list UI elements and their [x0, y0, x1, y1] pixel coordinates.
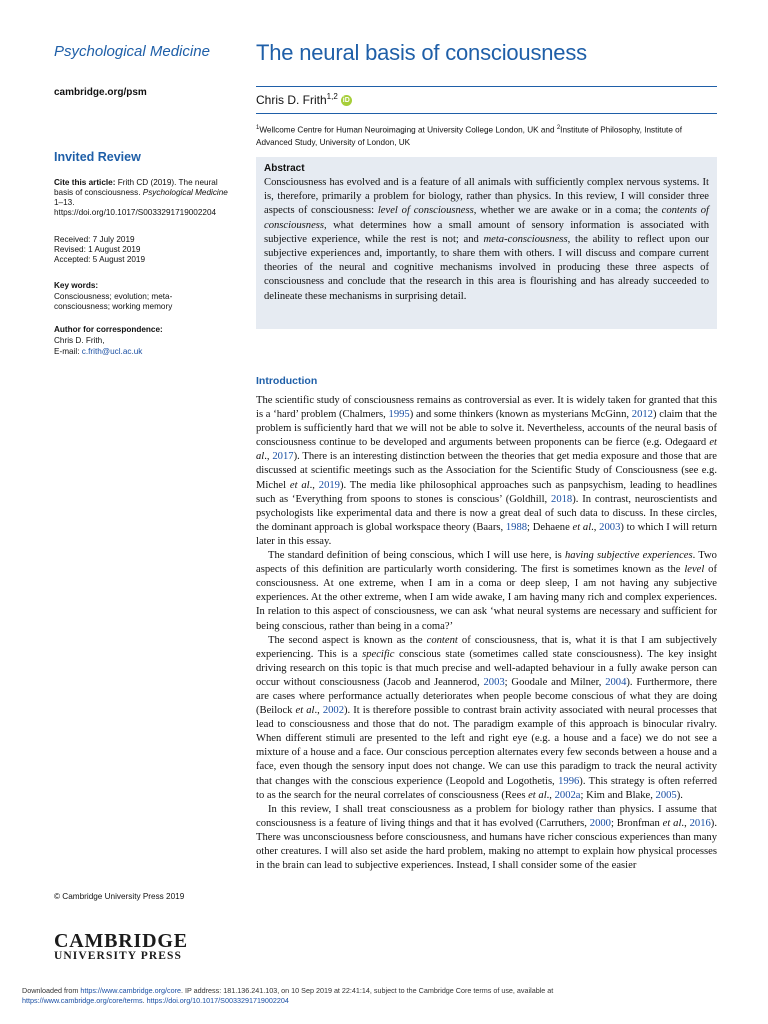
- text-run: ) to which I will return later in this essay.: [256, 521, 717, 547]
- citation-link[interactable]: 2002: [322, 705, 345, 717]
- orcid-icon[interactable]: iD: [342, 97, 350, 105]
- text-run: ; Kim and Blake,: [580, 789, 656, 801]
- citation-link[interactable]: 2005: [655, 789, 677, 801]
- email-label: E-mail:: [54, 347, 82, 356]
- footer-text: .: [142, 996, 147, 1005]
- italic-run: et al: [289, 479, 310, 491]
- affil-sup-1: 1: [256, 125, 260, 131]
- italic-run: having subjective experiences: [564, 550, 693, 562]
- cite-journal: Psychological Medicine: [142, 188, 228, 197]
- text-run: ) and some thinkers (known as mysterians McGinn,: [409, 409, 632, 421]
- copyright: © Cambridge University Press 2019: [54, 892, 185, 901]
- paragraph: [256, 803, 717, 873]
- italic-run: et al: [572, 521, 592, 533]
- footer-link-core[interactable]: https://www.cambridge.org/core: [80, 986, 182, 995]
- cite-pages: 1–13.: [54, 198, 75, 207]
- text-run: ). Furthermore, there are cases where performance actually deteriorates when people become conscious of what they are doing (Beilock: [256, 676, 717, 717]
- citation-link[interactable]: 2018: [551, 493, 573, 505]
- citation-link[interactable]: 1995: [388, 409, 410, 421]
- revised-date: Revised: 1 August 2019: [54, 245, 141, 254]
- affil-text-2: Institute of Philosophy, Institute of Advanced Study, University of London, UK: [256, 125, 682, 147]
- abstract-em: contents of consciousness: [264, 205, 709, 231]
- abstract-part: , the ability to reflect upon our subjective experiences and, importantly, to share them with others. I will discuss and compare current theories of the neural and cognitive mechanisms involved in producing these three aspects of consciousness and conclude that the research in this area is flourishing and has already succeeded to delineate these mechanisms in surprising detail.: [264, 233, 709, 302]
- citation-link[interactable]: 2003: [483, 676, 505, 688]
- text-run: of consciousness. At one extreme, when I am in a coma or deep sleep, I am not having any subjective experiences. At the other extreme, when I am wide awake, I am having many rich and complex experiences. In relation to this aspect of consciousness, we can ask ‘what neural systems are necessary and sufficient for being conscious, rather than being in a coma?’: [256, 564, 717, 632]
- keywords-label-text: Key words:: [54, 281, 99, 290]
- italic-run: et al: [295, 705, 315, 717]
- citation-link[interactable]: 1988: [505, 521, 528, 533]
- keywords: Consciousness; evolution; meta-consciousness; working memory: [54, 292, 173, 311]
- author-name: Chris D. Frith: [256, 93, 327, 107]
- section-heading: Introduction: [256, 375, 318, 387]
- correspondence-name: Chris D. Frith,: [54, 336, 105, 345]
- text-run: . Two aspects of this definition are particularly worth considering. The first is sometimes known as the: [256, 550, 717, 576]
- text-run: ; Goodale and Milner,: [504, 676, 606, 688]
- abstract-box: [256, 157, 717, 329]
- abstract-part: , whether we are awake or in a coma; the: [473, 205, 662, 217]
- citation-link[interactable]: 1996: [558, 775, 580, 787]
- journal-site[interactable]: cambridge.org/psm: [54, 87, 147, 98]
- author-divider: [256, 113, 717, 114]
- citation: [54, 178, 236, 218]
- text-run: The scientific study of consciousness remains as controversial as ever. It is widely taken for granted that this is a ‘hard’ problem (Chalmers,: [256, 395, 717, 421]
- abstract-em: level of consciousness: [377, 205, 474, 217]
- text-run: ). The media like philosophical approaches such as panpsychism, leading to headlines such as ‘Everything from spoons to stones is conscious’ (Goldhill,: [256, 479, 717, 505]
- citation-link[interactable]: 2000: [589, 817, 611, 829]
- cite-label: Cite this article:: [54, 178, 116, 187]
- text-run: .,: [681, 817, 690, 829]
- italic-run: et al: [256, 437, 717, 463]
- correspondence-email: [54, 347, 234, 357]
- affil-sup-2: 2: [556, 125, 561, 131]
- text-run: ). There was unconsciousness before consciousness, and humans have richer conscious experiences than many other creatures. I will also set aside the hard problem, making no attempt to explain how physical processes in the brain can lead to subjective experiences. Instead, I shall consider some of the easier: [256, 817, 717, 872]
- text-run: .,: [546, 789, 555, 801]
- text-run: ; Dehaene: [527, 521, 573, 533]
- text-run: ) claim that the problem is sufficiently hard that we will not be able to solve it. Nevertheless, accounts of the neural basis of consciousness continue to be developed and arguments between proponents can be fierce (e.g. Odegaard: [256, 409, 717, 449]
- correspondence-label-text: Author for correspondence:: [54, 325, 163, 334]
- footer-text: Downloaded from: [22, 986, 81, 995]
- text-run: The standard definition of being conscious, which I will use here, is: [268, 550, 565, 562]
- citation-link[interactable]: 2002a: [554, 789, 581, 801]
- affiliations: [256, 122, 716, 149]
- text-run: ). In contrast, neuroscientists and psychologists like experimental data and there is now a great deal of such data to discuss. In these circles, the dominant approach is global workspace theory (Baars,: [256, 493, 718, 533]
- paragraph: [256, 549, 717, 634]
- text-run: ). It is therefore possible to contrast brain activity associated with neural processes that lead to consciousness and those that do not. The paradigm example of this approach is binocular rivalry. When different stimuli are presented to the left and right eye (e.g. a house and a face) we do not see a mixture of a house and a face. Our conscious perception alternates every few seconds between a house and a face, even though the sensory input does not change. We can use this paradigm to track the neural activity that changes with the conscious experience (Leopold and Logothetis,: [256, 705, 717, 787]
- publisher-logo: CAMBRIDGE: [54, 930, 188, 952]
- text-run: ). There is an interesting distinction between the theories that get media exposure and those that are discussed at scientific meetings such as the Association for the Scientific Study of Consciousness (see e.g. Michel: [256, 451, 717, 491]
- affil-text-1: Wellcome Centre for Human Neuroimaging at University College London, UK and: [259, 125, 557, 135]
- citation-link[interactable]: 2016: [689, 817, 711, 829]
- accepted-date: Accepted: 5 August 2019: [54, 255, 146, 264]
- author-affiliation-sup: 1,2: [326, 92, 338, 101]
- received-date: Received: 7 July 2019: [54, 235, 135, 244]
- italic-run: content: [426, 634, 458, 646]
- footer-text: . IP address: 181.136.241.103, on 10 Sep 2019 at 22:41:14, subject to the Cambridge Core terms of use, available at: [181, 986, 554, 995]
- abstract-part: Consciousness has evolved and is a feature of all animals with sufficiently complex nervous systems. It is, therefore, primarily a problem for biology, rather than physics. In this review, I will consider three aspects of consciousness:: [264, 177, 709, 217]
- article-title: The neural basis of consciousness: [256, 40, 587, 65]
- text-run: conscious state (sometimes called state consciousness). The key insight driving research on this topic is that much precise and well-adapted behaviour in a fully awake person can occur without consciousness (Jacob and Jeannerod,: [256, 648, 717, 688]
- author-line: [256, 92, 352, 107]
- paragraph: [256, 634, 717, 803]
- text-run: .,: [314, 705, 323, 717]
- journal-name: Psychological Medicine: [54, 43, 210, 60]
- email-link[interactable]: c.frith@ucl.ac.uk: [81, 347, 143, 356]
- publisher-logo-sub: UNIVERSITY PRESS: [54, 950, 183, 962]
- abstract-part: , what determines how a small amount of sensory information is associated with subjective experience, while the rest is not; and: [264, 219, 709, 245]
- citation-link[interactable]: 2012: [631, 409, 653, 421]
- text-run: ). This strategy is often referred to as the search for the neural correlates of consciousness (Rees: [256, 775, 717, 801]
- text-run: In this review, I shall treat consciousness as a problem for biology rather than physics. I assume that consciousness is a feature of living things and that it has evolved (Carruthers,: [256, 803, 717, 829]
- italic-run: et al: [662, 817, 682, 829]
- footer-link-doi[interactable]: https://doi.org/10.1017/S0033291719002204: [146, 996, 289, 1005]
- text-run: .,: [591, 521, 600, 533]
- cite-doi[interactable]: https://doi.org/10.1017/S0033291719002204: [54, 208, 217, 217]
- text-run: of consciousness, that is, what it is that I am subjectively experiencing. This is a: [256, 634, 717, 660]
- citation-link[interactable]: 2003: [599, 521, 621, 533]
- text-run: ).: [676, 789, 683, 801]
- citation-link[interactable]: 2019: [318, 479, 340, 491]
- article-type: Invited Review: [54, 150, 141, 164]
- text-run: .,: [264, 451, 273, 463]
- citation-link[interactable]: 2017: [272, 451, 294, 463]
- download-footer: [22, 986, 752, 1006]
- citation-link[interactable]: 2004: [605, 676, 627, 688]
- footer-link-terms[interactable]: https://www.cambridge.org/core/terms: [22, 996, 143, 1005]
- text-run: The second aspect is known as the: [268, 634, 427, 646]
- italic-run: et al: [528, 789, 547, 801]
- title-divider: [256, 86, 717, 87]
- cite-text: Frith CD (2019). The neural basis of consciousness.: [54, 178, 218, 197]
- text-run: ; Bronfman: [610, 817, 663, 829]
- abstract-text: [264, 176, 709, 304]
- abstract-em: meta-consciousness: [483, 233, 568, 245]
- body-text: [256, 394, 717, 873]
- italic-run: specific: [362, 648, 395, 660]
- keywords-label: [54, 281, 234, 291]
- text-run: .,: [309, 479, 319, 491]
- correspondence-label: [54, 325, 234, 335]
- paragraph: [256, 394, 717, 549]
- abstract-heading: Abstract: [264, 163, 305, 174]
- italic-run: level: [684, 564, 705, 576]
